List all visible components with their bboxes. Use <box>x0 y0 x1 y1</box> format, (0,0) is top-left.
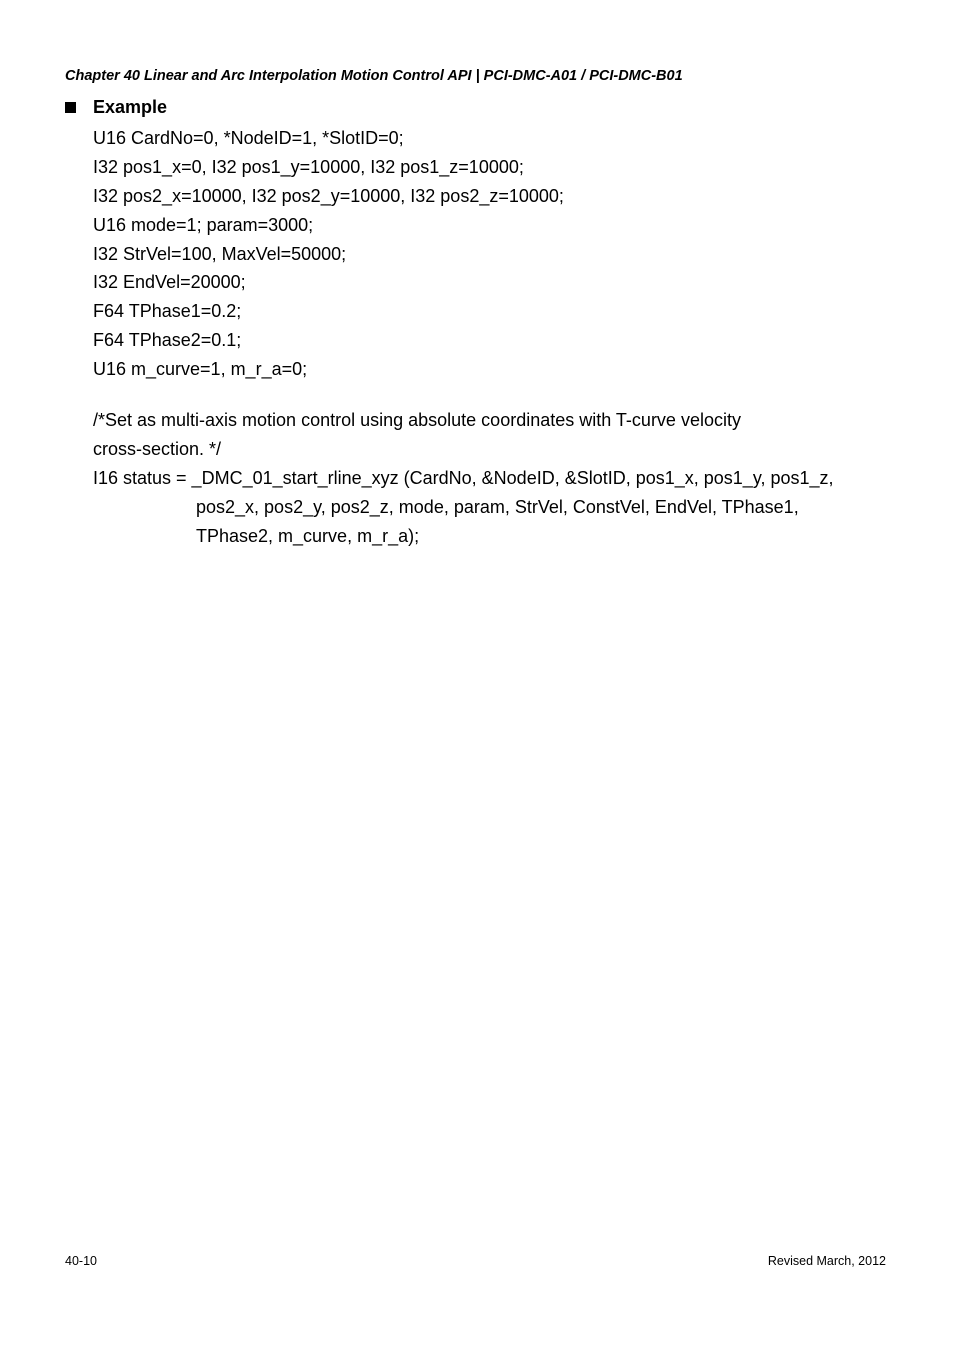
code-line: F64 TPhase1=0.2; <box>93 301 242 322</box>
code-line: I32 pos2_x=10000, I32 pos2_y=10000, I32 pos2_z=10000; <box>93 185 564 206</box>
section-title: Example <box>93 96 168 117</box>
example-section <box>65 95 925 550</box>
code-line: U16 m_curve=1, m_r_a=0; <box>93 359 308 380</box>
code-line: F64 TPhase2=0.1; <box>93 330 242 351</box>
code-line: I32 pos1_x=0, I32 pos1_y=10000, I32 pos1_z=10000; <box>93 156 524 177</box>
comment-line: /*Set as multi-axis motion control using absolute coordinates with T-curve velocity <box>93 410 741 431</box>
page-number: 40-10 <box>65 1254 97 1268</box>
revision-date: Revised March, 2012 <box>767 1254 886 1268</box>
call-line: I16 status = _DMC_01_start_rline_xyz (CardNo, &NodeID, &SlotID, pos1_x, pos1_y, pos1_z, <box>93 467 834 488</box>
declarations-block <box>93 124 925 384</box>
call-line-continued: TPhase2, m_curve, m_r_a); <box>196 525 420 546</box>
comment-line: cross-section. */ <box>93 438 222 459</box>
code-line: I32 EndVel=20000; <box>93 272 246 293</box>
square-bullet-icon <box>65 102 76 113</box>
code-line: U16 mode=1; param=3000; <box>93 214 314 235</box>
chapter-header: Chapter 40 Linear and Arc Interpolation Motion Control API | PCI-DMC-A01 / PCI-DMC-B01 <box>65 68 683 84</box>
code-line: U16 CardNo=0, *NodeID=1, *SlotID=0; <box>93 128 404 148</box>
function-call-block <box>93 464 925 551</box>
code-line: I32 StrVel=100, MaxVel=50000; <box>93 243 347 264</box>
call-line-continued: pos2_x, pos2_y, pos2_z, mode, param, StrVel, ConstVel, EndVel, TPhase1, <box>196 496 799 517</box>
section-heading <box>65 95 925 119</box>
comment-block <box>93 406 925 464</box>
